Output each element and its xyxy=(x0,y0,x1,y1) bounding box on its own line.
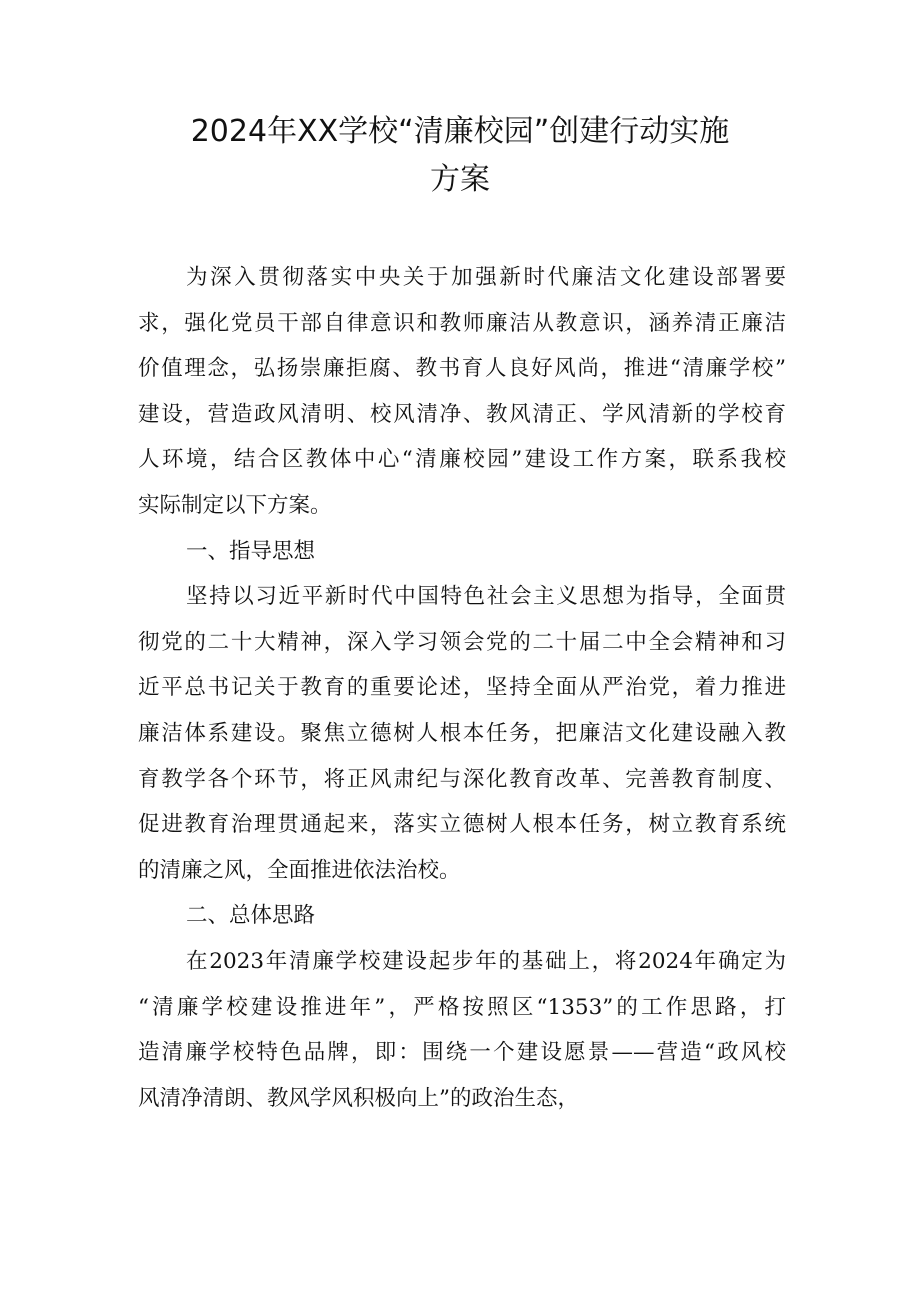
section1-line: 促进教育治理贯通起来，落实立德树人根本任务，树立教育系统 xyxy=(138,812,786,838)
section2-line: 造清廉学校特色品牌，即：围绕一个建设愿景——营造“政风校 xyxy=(138,1040,786,1066)
section2-line: “清廉学校建设推进年”，严格按照区“1353”的工作思路，打 xyxy=(138,994,786,1020)
intro-line: 为深入贯彻落实中央关于加强新时代廉洁文化建设部署要 xyxy=(186,265,786,290)
section1-line: 廉洁体系建设。聚焦立德树人根本任务，把廉洁文化建设融入教 xyxy=(138,720,786,746)
section1-line: 的清廉之风，全面推进依法治校。 xyxy=(138,857,461,883)
intro-line: 建设，营造政风清明、校风清净、教风清正、学风清新的学校育 xyxy=(138,401,786,427)
intro-line: 人环境，结合区教体中心“清廉校园”建设工作方案，联系我校 xyxy=(138,447,786,473)
intro-line: 实际制定以下方案。 xyxy=(138,492,332,518)
section2-line: 在2023年清廉学校建设起步年的基础上，将2024年确定为 xyxy=(186,948,786,974)
section2-line: 风清净清朗、教风学风积极向上”的政治生态， xyxy=(138,1085,579,1111)
document-title-line-1: 2024年XX学校“清廉校园”创建行动实施 xyxy=(190,114,730,149)
intro-line: 价值理念，弘扬崇廉拒腐、教书育人良好风尚，推进“清廉学校” xyxy=(138,356,786,382)
section1-line: 近平总书记关于教育的重要论述，坚持全面从严治党，着力推进 xyxy=(138,675,786,701)
document-body xyxy=(138,255,786,1121)
section1-line: 坚持以习近平新时代中国特色社会主义思想为指导，全面贯 xyxy=(186,584,786,610)
section-heading-guiding-ideology: 一、指导思想 xyxy=(186,538,316,564)
intro-line: 求，强化党员干部自律意识和教师廉洁从教意识，涵养清正廉洁 xyxy=(138,310,786,336)
section1-line: 彻党的二十大精神，深入学习领会党的二十届二中全会精神和习 xyxy=(138,629,786,655)
section-heading-overall-approach: 二、总体思路 xyxy=(186,903,316,929)
document-title-line-2: 方案 xyxy=(430,162,490,197)
section1-line: 育教学各个环节，将正风肃纪与深化教育改革、完善教育制度、 xyxy=(138,766,786,792)
